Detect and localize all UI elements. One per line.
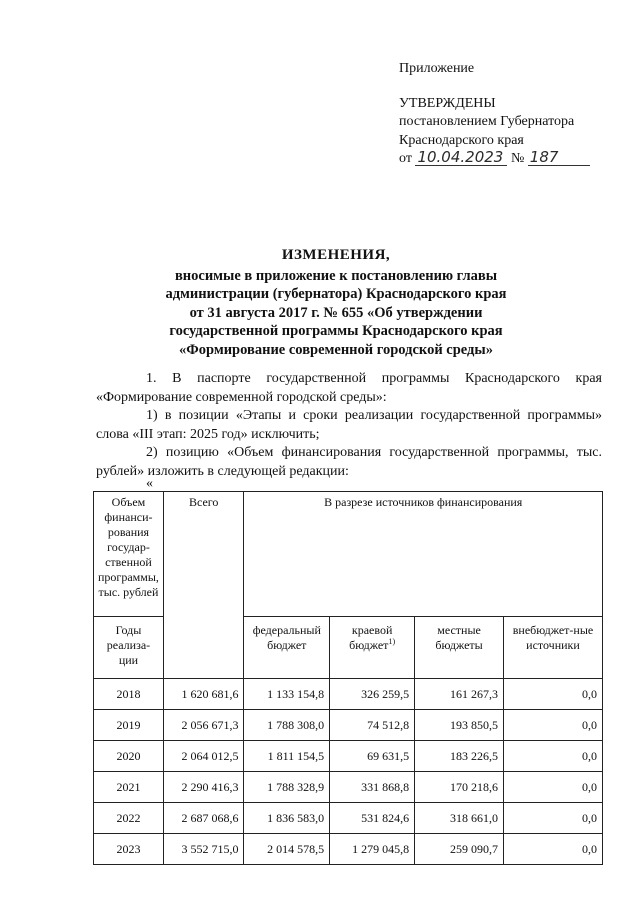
document-title (96, 246, 576, 359)
cell-total: 2 056 671,3 (163, 710, 244, 741)
cell-regional: 326 259,5 (330, 679, 415, 710)
paragraph-2: 1) в позиции «Этапы и сроки реализации государственной программы» слова «III этап: 2025 год» исключить; (96, 408, 602, 442)
title-main: ИЗМЕНЕНИЯ, (281, 247, 391, 263)
cell-year: 2023 (94, 834, 164, 865)
cell-local: 170 218,6 (415, 772, 504, 803)
approval-line-1: постановлением Губернатора (399, 114, 575, 129)
table-row (94, 710, 603, 741)
cell-offbudget: 0,0 (503, 803, 602, 834)
table-row (94, 772, 603, 803)
table-row (94, 741, 603, 772)
cell-total: 2 064 012,5 (163, 741, 244, 772)
header-offbudget: внебюджет-ные источники (503, 617, 602, 679)
header-federal: федеральный бюджет (244, 617, 330, 679)
cell-year: 2020 (94, 741, 164, 772)
cell-year: 2018 (94, 679, 164, 710)
cell-federal: 2 014 578,5 (244, 834, 330, 865)
cell-offbudget: 0,0 (503, 679, 602, 710)
cell-total: 2 687 068,6 (163, 803, 244, 834)
opening-quote: « (146, 476, 153, 491)
appendix-label: Приложение (399, 61, 475, 76)
title-line: «Формирование современной городской среды» (179, 341, 493, 358)
title-line: вносимые в приложение к постановлению главы (174, 267, 498, 284)
footnote-marker: 1) (388, 637, 396, 646)
number-label: № (510, 151, 525, 166)
cell-offbudget: 0,0 (503, 741, 602, 772)
cell-regional: 1 279 045,8 (330, 834, 415, 865)
cell-local: 183 226,5 (415, 741, 504, 772)
cell-federal: 1 133 154,8 (244, 679, 330, 710)
cell-year: 2021 (94, 772, 164, 803)
handwritten-date: 10.04.2023 (415, 150, 507, 166)
approved-label: УТВЕРЖДЕНЫ (399, 95, 496, 111)
cell-regional: 74 512,8 (330, 710, 415, 741)
title-line: от 31 августа 2017 г. № 655 «Об утверждении (189, 304, 483, 321)
cell-federal: 1 788 328,9 (244, 772, 330, 803)
cell-year: 2022 (94, 803, 164, 834)
cell-regional: 331 868,8 (330, 772, 415, 803)
cell-local: 259 090,7 (415, 834, 504, 865)
cell-federal: 1 788 308,0 (244, 710, 330, 741)
header-regional (330, 617, 415, 679)
table-header-row (94, 492, 603, 617)
from-label: от (399, 151, 412, 166)
header-total: Всего (163, 492, 244, 679)
approval-date-line (399, 150, 590, 169)
approval-line-2: Краснодарского края (399, 132, 524, 148)
header-local: местные бюджеты (415, 617, 504, 679)
table-row (94, 679, 603, 710)
paragraph-1: 1. В паспорте государственной программы Краснодарского края «Формирование современной городской среды»: (96, 371, 602, 405)
cell-total: 1 620 681,6 (163, 679, 244, 710)
cell-federal: 1 811 154,5 (244, 741, 330, 772)
cell-offbudget: 0,0 (503, 710, 602, 741)
table-row (94, 834, 603, 865)
cell-regional: 69 631,5 (330, 741, 415, 772)
header-sources: В разрезе источников финансирования (244, 492, 603, 617)
paragraph-3: 2) позицию «Объем финансирования государственной программы, тыс. рублей» изложить в следующей редакции: (96, 445, 602, 479)
cell-regional: 531 824,6 (330, 803, 415, 834)
cell-total: 2 290 416,3 (163, 772, 244, 803)
cell-year: 2019 (94, 710, 164, 741)
cell-local: 161 267,3 (415, 679, 504, 710)
title-line: администрации (губернатора) Краснодарского края (165, 286, 507, 302)
cell-federal: 1 836 583,0 (244, 803, 330, 834)
handwritten-number: 187 (528, 150, 590, 166)
cell-local: 318 661,0 (415, 803, 504, 834)
table-row (94, 803, 603, 834)
header-regional-text: краевой бюджет (349, 623, 393, 652)
header-volume: Объем финанси-рования государ-ственной программы, тыс. рублей (94, 492, 164, 617)
title-line: государственной программы Краснодарского края (169, 323, 503, 339)
header-years: Годы реализа-ции (94, 617, 164, 679)
cell-offbudget: 0,0 (503, 834, 602, 865)
cell-local: 193 850,5 (415, 710, 504, 741)
cell-total: 3 552 715,0 (163, 834, 244, 865)
approval-block (399, 60, 590, 169)
cell-offbudget: 0,0 (503, 772, 602, 803)
financing-table (93, 491, 603, 865)
document-body (96, 370, 602, 481)
